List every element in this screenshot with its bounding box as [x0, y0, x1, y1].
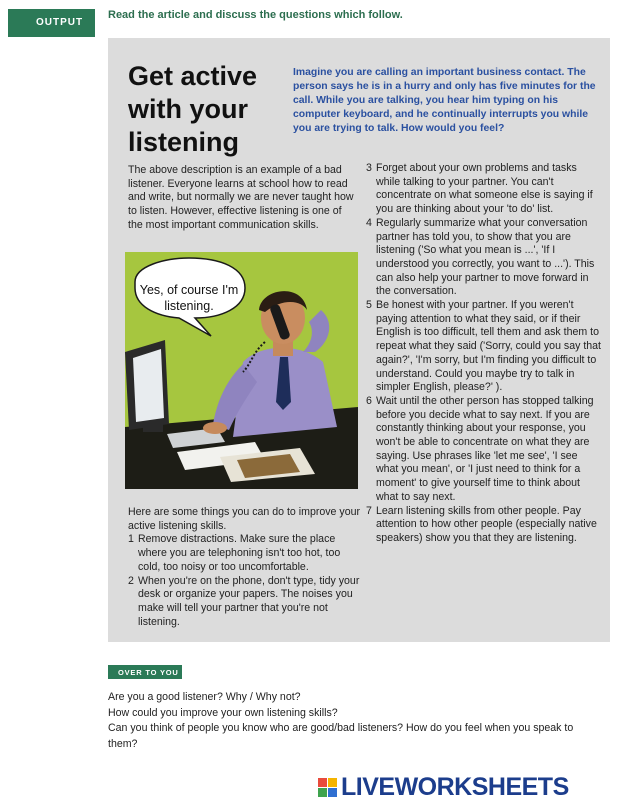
tip-text: Remove distractions. Make sure the place where you are telephoning isn't too hot, too cold, too noisy or too uncomfortable.	[138, 533, 341, 573]
article-panel	[108, 38, 610, 642]
tip-text: Wait until the other person has stopped talking before you decide what to say next. If you are constantly thinking about your response, you won't be able to concentrate on what they are saying. Use phrases like 'let me see', 'I see what you mean', or 'I just need to think for a moment' to give yourself time to think about what to say next.	[376, 394, 594, 503]
list-item	[366, 217, 602, 299]
list-item	[366, 162, 602, 217]
tip-number: 6	[366, 394, 372, 407]
tip-number: 1	[128, 533, 134, 546]
tip-text: Be honest with your partner. If you weren't paying attention to what they said, or if their English is too difficult, tell them and ask them to repeat what they said ('Sorry, could you say that again?', 'I'm sorry, but I'm finding you difficult to understand. Could you maybe try to talk in simpler English, please?' ).	[376, 299, 601, 394]
illustration	[125, 252, 358, 489]
discussion-questions	[108, 690, 603, 752]
tip-number: 5	[366, 299, 372, 312]
article-paragraph: The above description is an example of a bad listener. Everyone learns at school how to read and write, but normally we are never taught how to listen. However, effective listening is one of the most important communication skills.	[128, 164, 354, 231]
question-item: Can you think of people you know who are good/bad listeners? How do you feel when you speak to them?	[108, 722, 574, 750]
output-badge: OUTPUT	[8, 9, 95, 37]
tip-text: When you're on the phone, don't type, tidy your desk or organize your papers. The noises you make will tell your partner that you're not listening.	[138, 574, 360, 628]
list-item	[366, 505, 602, 546]
question-item: Are you a good listener? Why / Why not?	[108, 691, 301, 703]
logo-mark-icon	[318, 778, 337, 797]
tip-number: 3	[366, 162, 372, 174]
tip-number: 4	[366, 216, 372, 229]
article-headline	[128, 60, 288, 159]
tip-number: 7	[366, 504, 372, 517]
headline-line: listening	[128, 127, 240, 157]
tip-text: Regularly summarize what your conversation partner has told you, to show that you are listening ('So what you mean is ...', 'If I understood you correctly, you want to ...'). This can also help your partner to move forward in the conversation.	[376, 216, 595, 298]
logo-text: LIVEWORKSHEETS	[341, 773, 569, 801]
list-item	[366, 299, 602, 395]
article-intro: Imagine you are calling an important business contact. The person says he is in a hurry and only has five minutes for the call. While you are talking, you hear him typing on his computer keyboard, and he continually interrupts you while you are trying to talk. How would you feel?	[293, 67, 596, 134]
tip-number: 2	[128, 574, 134, 587]
list-item	[366, 395, 602, 505]
headline-line: Get active	[128, 61, 258, 91]
tips-right-column	[366, 162, 602, 546]
tip-text: Forget about your own problems and tasks while talking to your partner. You can't concentrate on what someone else is saying if you are thinking about your 'to do' list.	[376, 162, 593, 216]
tips-left-column	[128, 506, 360, 629]
instruction-text: Read the article and discuss the questions which follow.	[108, 9, 403, 21]
speech-bubble-text: Yes, of course I'm listening.	[139, 283, 239, 313]
tips-list-right	[366, 162, 602, 546]
tip-text: Learn listening skills from other people. Pay attention to how other people (especially native speakers) show you that they are listening.	[376, 504, 597, 544]
tips-lead: Here are some things you can do to improve your active listening skills.	[128, 506, 361, 532]
over-to-you-badge: OVER TO YOU	[108, 665, 182, 679]
headline-line: with your	[128, 94, 248, 124]
liveworksheets-logo[interactable]	[318, 773, 569, 802]
list-item	[128, 575, 360, 630]
tips-list-left	[128, 533, 360, 629]
list-item	[128, 533, 360, 574]
question-item: How could you improve your own listening skills?	[108, 706, 338, 719]
